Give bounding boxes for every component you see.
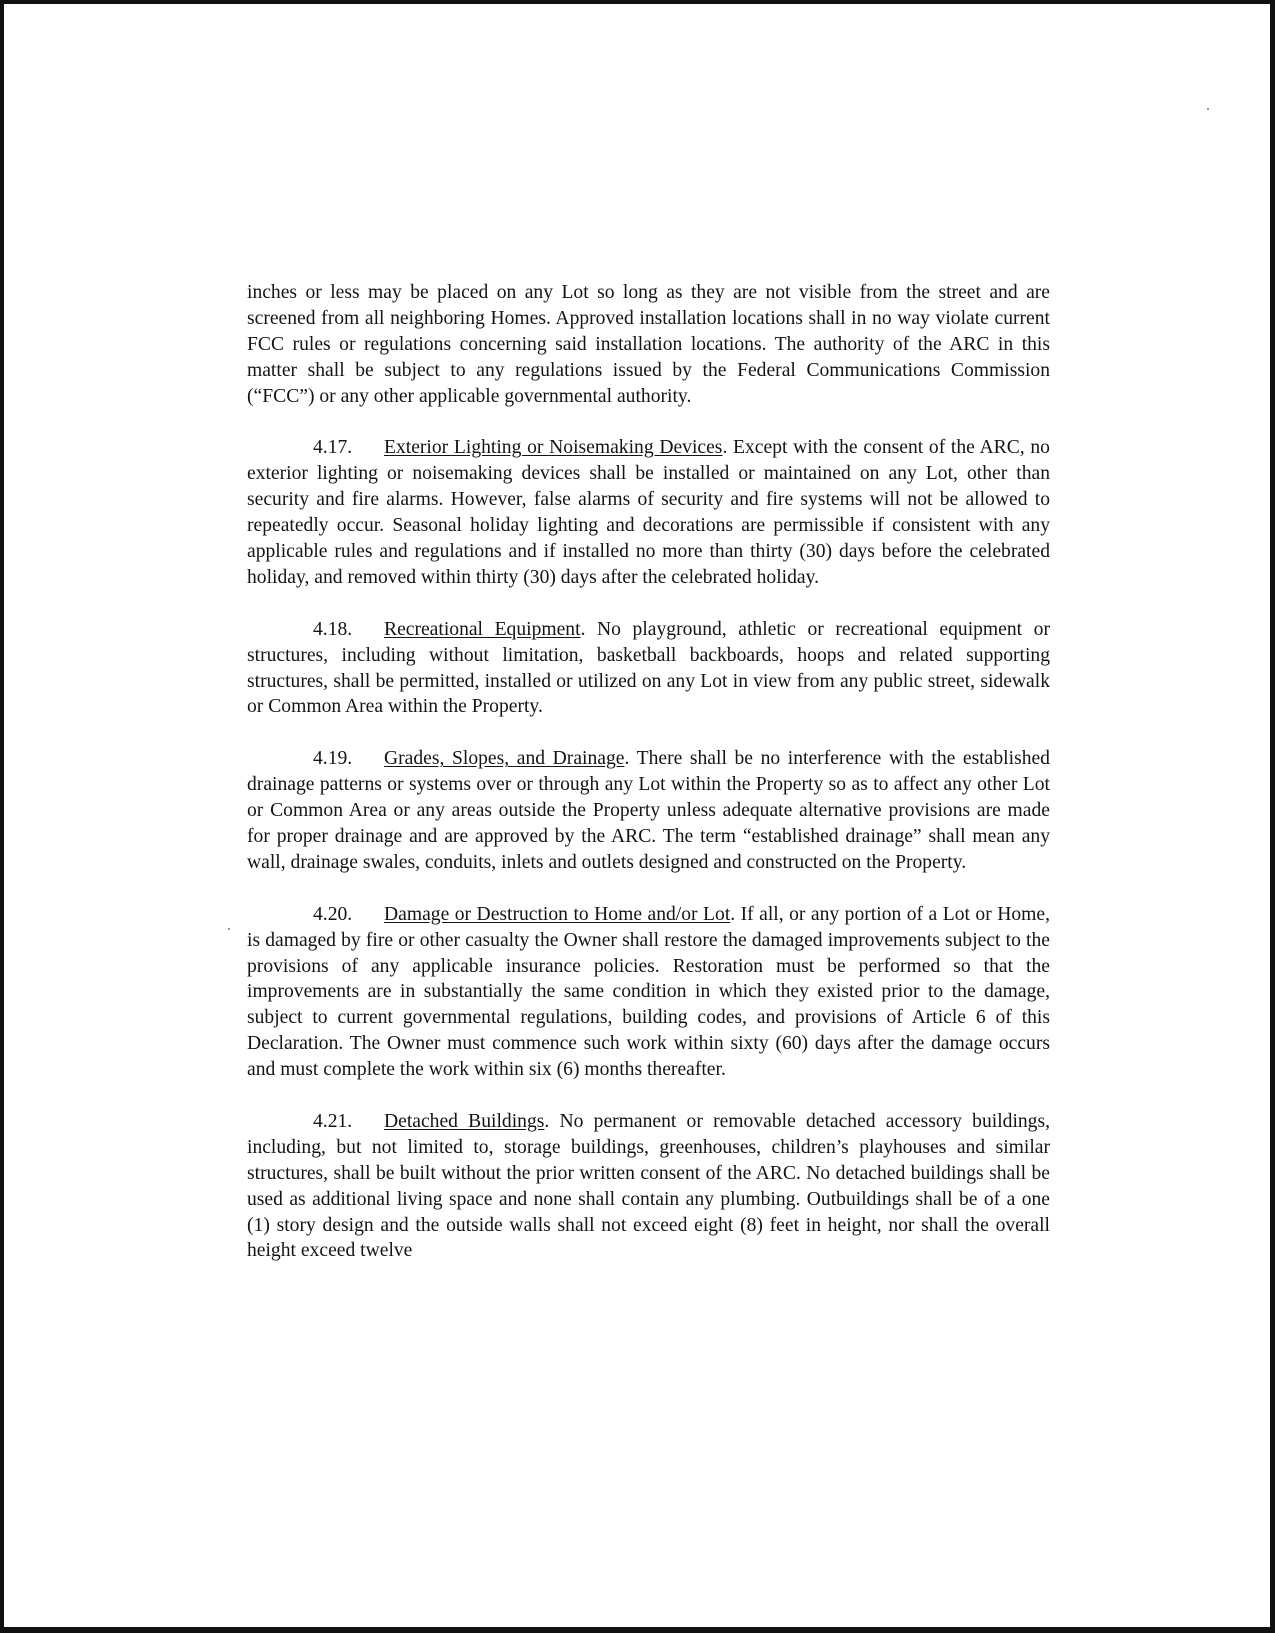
section-number: 4.19. — [313, 748, 353, 770]
section-4-17 — [247, 435, 1050, 590]
section-body: . If all, or any portion of a Lot or Home, is damaged by fire or other casualty the Owner shall restore the damaged improvements subject to the provisions of any applicable insurance policies. Restoration must be performed so that the improvements are in substantially the same condition in which they existed prior to the damage, subject to current governmental regulations, building codes, and provisions of Article 6 of this Declaration. The Owner must commence such work within sixty (60) days after the damage occurs and must complete the work within six (6) months thereafter. — [247, 903, 1050, 1081]
section-4-20 — [247, 902, 1050, 1083]
section-heading: Detached Buildings — [384, 1110, 545, 1132]
scan-edge-bottom — [0, 1627, 1275, 1633]
scan-speck — [1207, 108, 1209, 110]
scan-speck — [228, 928, 230, 930]
scan-edge-right — [1270, 0, 1275, 1633]
section-number: 4.17. — [313, 437, 353, 459]
intro-paragraph: inches or less may be placed on any Lot so long as they are not visible from the street and are screened from all neighboring Homes. Approved installation locations shall in no way violate current FCC rules or regulations concerning said installation locations. The authority of the ARC in this matter shall be subject to any regulations issued by the Federal Communications Commission (“FCC”) or any other applicable governmental authority. — [247, 282, 1050, 407]
section-heading: Recreational Equipment — [384, 618, 581, 640]
section-4-21 — [247, 1109, 1050, 1264]
section-body: . Except with the consent of the ARC, no exterior lighting or noisemaking devices shall be installed or maintained on any Lot, other than security and fire alarms. However, false alarms of security and fire systems will not be allowed to repeatedly occur. Seasonal holiday lighting and decorations are permissible if consistent with any applicable rules and regulations and if installed no more than thirty (30) days before the celebrated holiday, and removed within thirty (30) days after the celebrated holiday. — [247, 437, 1050, 588]
section-4-19 — [247, 746, 1050, 876]
scan-edge-left — [0, 0, 4, 1633]
section-heading: Damage or Destruction to Home and/or Lot — [384, 903, 731, 925]
scan-edge-top — [0, 0, 1275, 4]
section-number: 4.20. — [313, 903, 353, 925]
section-number: 4.21. — [313, 1110, 353, 1132]
section-heading: Grades, Slopes, and Drainage — [384, 748, 625, 770]
section-body: . There shall be no interference with the established drainage patterns or systems over or through any Lot within the Property so as to affect any other Lot or Common Area or any areas outside the Property unless adequate alternative provisions are made for proper drainage and are approved by the ARC. The term “established drainage” shall mean any wall, drainage swales, conduits, inlets and outlets designed and constructed on the Property. — [247, 748, 1050, 873]
section-body: . No playground, athletic or recreational equipment or structures, including without limitation, basketball backboards, hoops and related supporting structures, shall be permitted, installed or utilized on any Lot in view from any public street, sidewalk or Common Area within the Property. — [247, 618, 1051, 718]
section-number: 4.18. — [313, 618, 353, 640]
section-body: . No permanent or removable detached accessory buildings, including, but not limited to, storage buildings, greenhouses, children’s playhouses and similar structures, shall be built without the prior written consent of the ARC. No detached buildings shall be used as additional living space and none shall contain any plumbing. Outbuildings shall be of a one (1) story design and the outside walls shall not exceed eight (8) feet in height, nor shall the overall height exceed twelve — [247, 1110, 1051, 1262]
section-4-18 — [247, 617, 1050, 721]
section-heading: Exterior Lighting or Noisemaking Devices — [384, 437, 723, 459]
document-body — [247, 280, 1050, 1290]
